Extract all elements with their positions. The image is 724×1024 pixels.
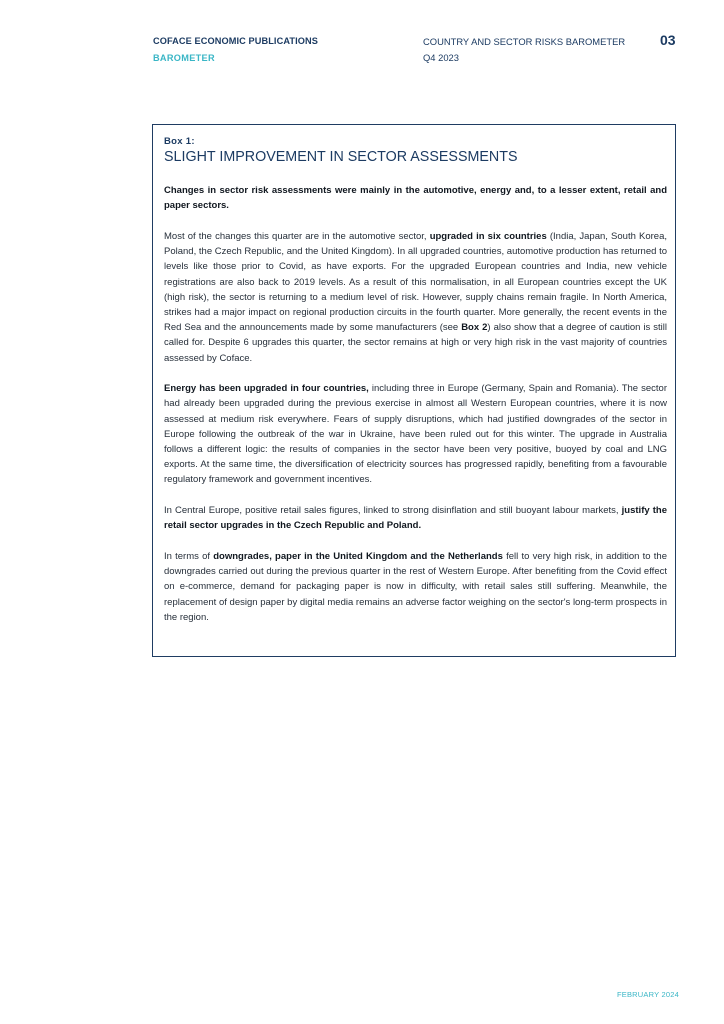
text-run: In Central Europe, positive retail sales figures, linked to strong disinflation and still buoyant labour markets,: [164, 505, 622, 517]
text-run: In terms of: [164, 551, 214, 563]
text-run-bold: upgraded in six countries: [429, 230, 547, 242]
box-1: [152, 124, 676, 657]
header-center: [423, 36, 625, 63]
text-run: (India, Japan, South Korea, Poland, the Czech Republic, and the United Kingdom). In all upgraded countries, automotive production has returned to levels like those prior to Covid, as have exports. For the upgraded European countries and India, new vehicle registrations are also back to 2019 levels. As a result of this normalisation, in all European countries except the UK (high risk), the sector is returning to a medium level of risk. However, supply chains remain fragile. In North America, strikes had a major impact on regional production circuits in the fourth quarter. More generally, the recent events in the Red Sea and the announcements made by some manufacturers (see: [164, 230, 667, 334]
box-2-reference: Box 2: [461, 322, 488, 334]
text-run: including three in Europe (Germany, Spain and Romania). The sector had already been upgraded during the previous exercise in almost all Western European countries, where it is now assessed at medium risk everywhere. Fears of supply disruptions, which had justified downgrades of the sector in Europe following the outbreak of the war in Ukraine, have been ruled out for this winter. The upgrade in Australia follows a different logic: the results of companies in the sector have been very positive, buoyed by coal and LNG exports. At the same time, the diversification of electricity sources has progressed rapidly, benefiting from a favourable regulatory framework and government incentives.: [164, 383, 668, 486]
text-run: Most of the changes this quarter are in the automotive sector,: [164, 230, 430, 242]
paper-paragraph: [164, 549, 667, 625]
section-name: BAROMETER: [153, 53, 215, 63]
header-left: [153, 36, 318, 63]
intro-text: Changes in sector risk assessments were mainly in the automotive, energy and, to a lesser extent, retail and paper sectors.: [164, 185, 667, 212]
text-run-bold: justify the retail sector upgrades in the Czech Republic and Poland.: [164, 505, 667, 532]
page-number: 03: [660, 32, 676, 48]
report-title: COUNTRY AND SECTOR RISKS BAROMETER: [423, 36, 626, 47]
text-run-bold: Energy has been upgraded in four countries,: [164, 383, 369, 395]
box-body: [164, 183, 667, 641]
box-title: SLIGHT IMPROVEMENT IN SECTOR ASSESSMENTS: [164, 149, 518, 165]
text-run: fell to very high risk, in addition to the downgrades carried out during the previous quarter in the rest of Western Europe. After benefiting from the Covid effect on e-commerce, demand for packaging paper is now in difficulty, with retail sales still suffering. Meanwhile, the replacement of design paper by digital media remains an adverse factor weighing on the sector's long-term prospects in the region.: [164, 551, 667, 623]
automotive-paragraph: [164, 229, 667, 366]
report-period: Q4 2023: [423, 52, 459, 63]
box-label: Box 1:: [164, 136, 195, 147]
text-run: ) also show that a degree of caution is still called for. Despite 6 upgrades this quarter, the sector remains at high or very high risk in the vast majority of countries assessed by Coface.: [164, 322, 667, 364]
energy-paragraph: [164, 381, 667, 487]
publication-name: COFACE ECONOMIC PUBLICATIONS: [153, 36, 318, 46]
footer-date: FEBRUARY 2024: [617, 990, 679, 999]
box-intro-paragraph: [164, 183, 667, 213]
text-run-bold: downgrades, paper in the United Kingdom and the Netherlands: [213, 551, 503, 563]
retail-paragraph: [164, 503, 667, 533]
